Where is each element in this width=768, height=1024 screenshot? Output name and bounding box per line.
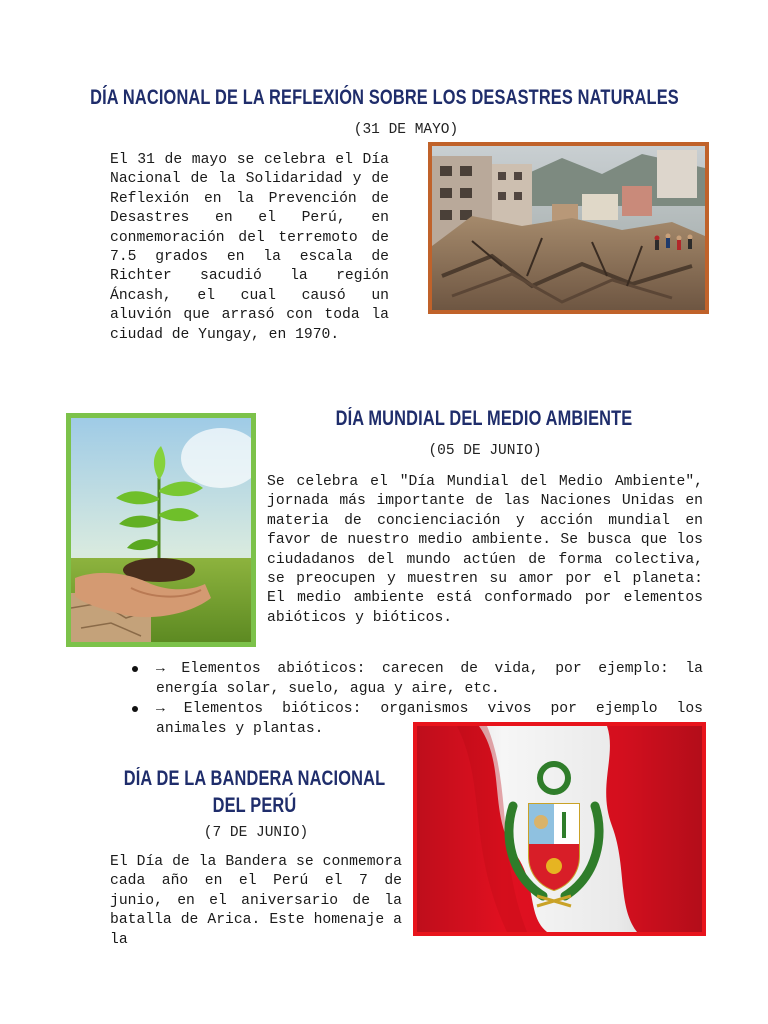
section1-date: (31 DE MAYO) [353, 122, 459, 138]
peru-flag-image [413, 722, 706, 936]
section1-body: El 31 de mayo se celebra el Día Nacional de la Solidaridad y de Reflexión en la Prevención de Desastres en el Perú, en conmemoración del terremoto de 7.5 grados en la escala de Richter sacudió la región Áncash, el cual causó un aluvión que arrasó con toda la ciudad de Yungay, en 1970. [110, 152, 389, 343]
list-item: → Elementos bióticos: organismos vivos por ejemplo los animales y plantas. [132, 699, 703, 739]
section2-title: DÍA MUNDIAL DEL MEDIO AMBIENTE [335, 407, 633, 430]
section3-body: El Día de la Bandera se conmemora cada año en el Perú el 7 de junio, en el aniversario de la batalla de Arica. Este homenaje a la [110, 854, 402, 948]
section3-date: (7 DE JUNIO) [203, 825, 309, 841]
list-item: → Elementos abióticos: carecen de vida, por ejemplo: la energía solar, suelo, agua y aire, etc. [132, 659, 703, 699]
section1-title: DÍA NACIONAL DE LA REFLEXIÓN SOBRE LOS DESASTRES NATURALES [90, 86, 679, 109]
section2-date: (05 DE JUNIO) [428, 443, 542, 459]
section3-title: DÍA DE LA BANDERA NACIONAL DEL PERÚ [123, 767, 386, 817]
section2-body: Se celebra el "Día Mundial del Medio Ambiente", jornada más importante de las Naciones Unidas en materia de concienciación y acción mundial en favor de nuestro medio ambiente. Se busca que los ciudadanos del mundo actúen de forma colectiva, se preocupen y muestren su amor por el planeta: El medio ambiente está conformado por elementos abióticos y bióticos. [267, 474, 703, 626]
peru-flag-icon [417, 726, 702, 932]
earthquake-ruins-icon [432, 146, 705, 310]
plant-in-hands-icon [71, 418, 251, 642]
plant-in-hands-image [66, 413, 256, 647]
earthquake-ruins-image [428, 142, 709, 314]
